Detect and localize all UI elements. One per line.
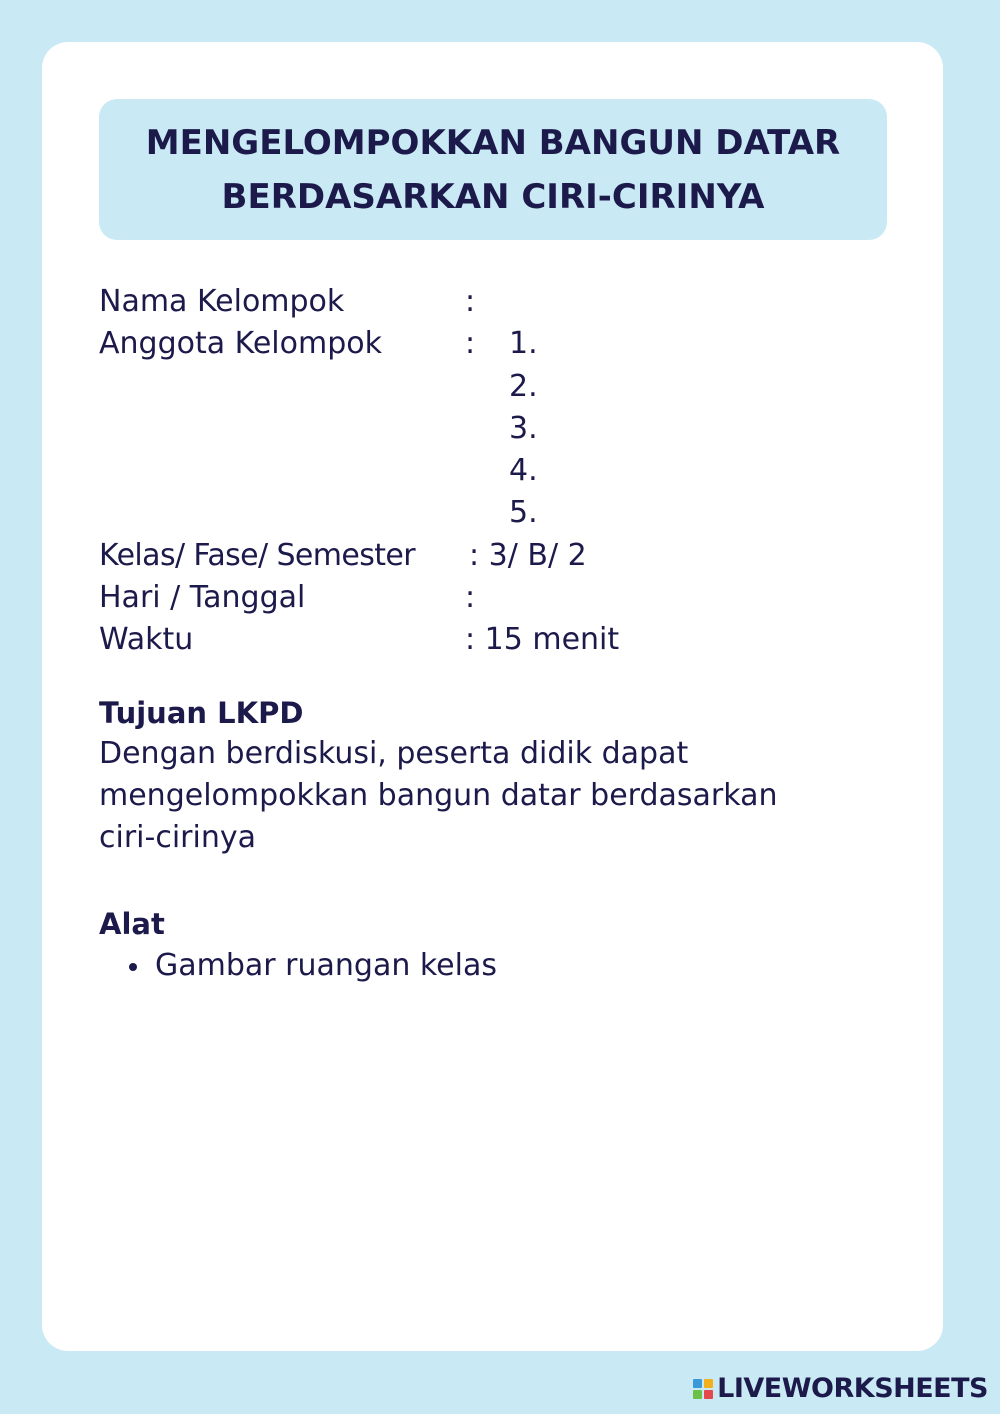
waktu-label: Waktu [99, 622, 194, 658]
kelas-value: : 3/ B/ 2 [469, 537, 587, 573]
alat-list [99, 945, 497, 987]
title-banner [99, 99, 887, 240]
list-item [99, 945, 497, 987]
tujuan-paragraph [99, 733, 899, 859]
tujuan-heading: Tujuan LKPD [99, 696, 304, 730]
tujuan-line: mengelompokkan bangun datar berdasarkan [99, 778, 778, 813]
waktu-value: : 15 menit [465, 622, 620, 658]
tujuan-line: Dengan berdiskusi, peserta didik dapat [99, 736, 689, 771]
anggota-kelompok-colon: : [465, 326, 476, 362]
hari-tanggal-label: Hari / Tanggal [99, 580, 306, 616]
logo-tile [704, 1379, 713, 1388]
title-line-2: BERDASARKAN CIRI-CIRINYA [221, 176, 765, 217]
anggota-kelompok-label: Anggota Kelompok [99, 326, 382, 362]
hari-tanggal-colon: : [465, 580, 476, 616]
watermark-text: LIVEWORKSHEETS [717, 1373, 988, 1404]
tujuan-line: ciri-cirinya [99, 820, 256, 855]
kelas-label: Kelas/ Fase/ Semester [99, 537, 416, 573]
title-line-1: MENGELOMPOKKAN BANGUN DATAR [145, 122, 841, 163]
nama-kelompok-colon: : [465, 284, 476, 319]
logo-tile [693, 1379, 702, 1388]
member-number: 4. [509, 453, 538, 489]
logo-tile [693, 1390, 702, 1399]
member-number: 3. [509, 410, 538, 446]
liveworksheets-watermark [693, 1373, 988, 1404]
nama-kelompok-label: Nama Kelompok [99, 284, 345, 319]
liveworksheets-logo-icon [693, 1379, 713, 1399]
member-number: 2. [509, 368, 538, 404]
logo-tile [704, 1390, 713, 1399]
alat-item-label: Gambar ruangan kelas [155, 948, 497, 983]
member-number: 5. [509, 495, 538, 531]
member-number: 1. [509, 326, 538, 362]
alat-heading: Alat [99, 907, 165, 941]
bullet-icon [129, 963, 137, 971]
